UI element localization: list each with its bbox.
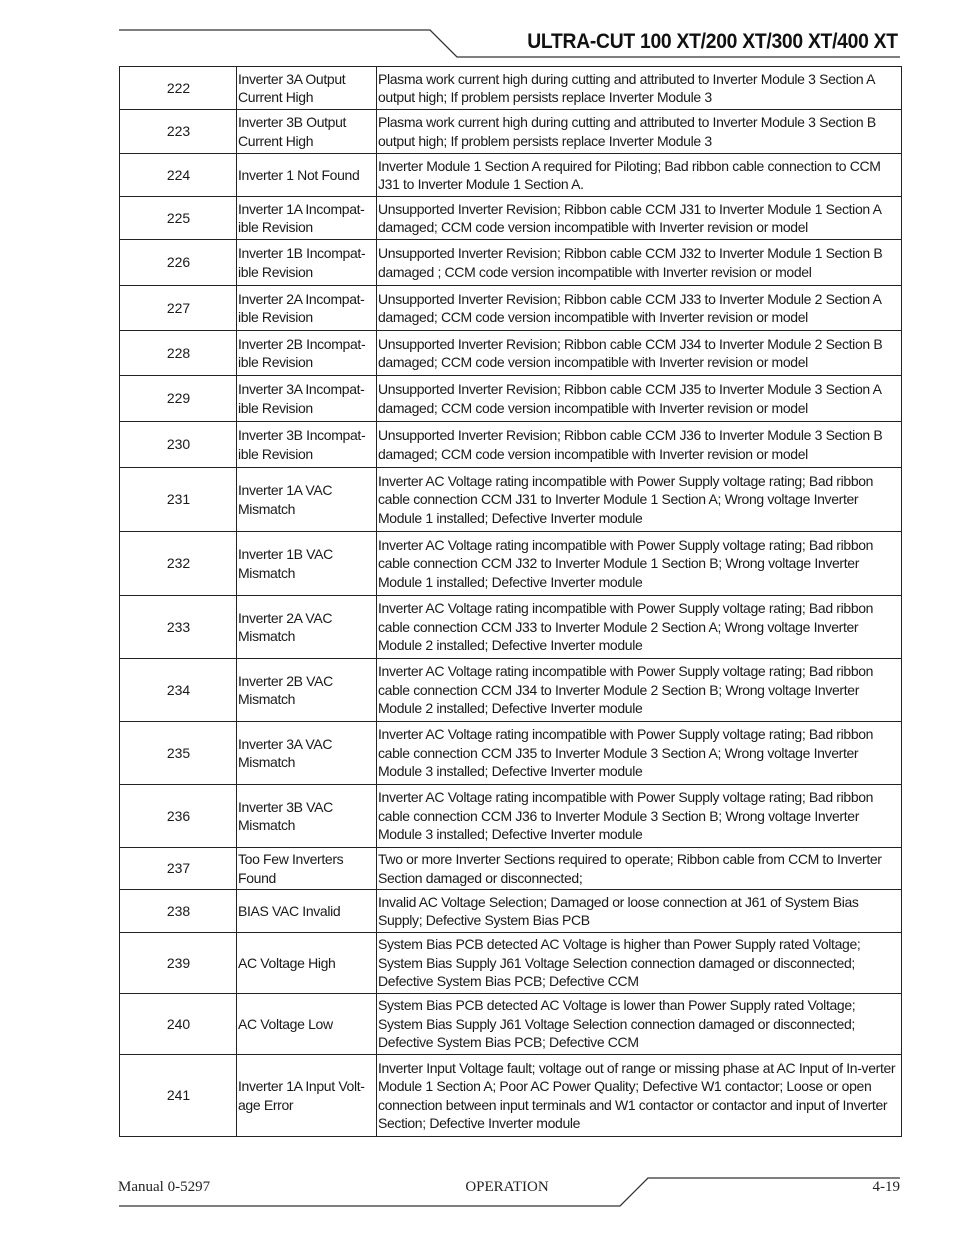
- error-code: 235: [120, 722, 237, 785]
- table-row: [120, 994, 902, 1055]
- error-description: Inverter AC Voltage rating incompatible with Power Supply voltage rating; Bad ribbon cable connection CCM J36 to Inverter Module 3 Section B; Wrong voltage Inverter Module 3 installed; Defective Inverter module: [377, 785, 902, 848]
- error-name: AC Voltage High: [237, 933, 377, 994]
- error-name: Inverter 1A VAC Mismatch: [237, 468, 377, 532]
- table-row: [120, 532, 902, 596]
- error-name: Inverter 1B VAC Mismatch: [237, 532, 377, 596]
- table-row: [120, 422, 902, 468]
- manual-number: Manual 0-5297: [118, 1179, 211, 1195]
- table-row: [120, 890, 902, 933]
- table-row: [120, 933, 902, 994]
- document-title: ULTRA-CUT 100 XT/200 XT/300 XT/400 XT: [527, 30, 898, 53]
- error-code: 238: [120, 890, 237, 933]
- error-code: 222: [120, 67, 237, 110]
- error-code: 241: [120, 1055, 237, 1137]
- error-name: Inverter 3A Incompat-ible Revision: [237, 376, 377, 422]
- table-row: [120, 110, 902, 154]
- table-row: [120, 848, 902, 890]
- error-description: Plasma work current high during cutting and attributed to Inverter Module 3 Section B output high; If problem persists replace Inverter Module 3: [377, 110, 902, 154]
- error-description: Inverter AC Voltage rating incompatible with Power Supply voltage rating; Bad ribbon cable connection CCM J34 to Inverter Module 2 Section B; Wrong voltage Inverter Module 2 installed; Defective Inverter module: [377, 659, 902, 722]
- error-name: Inverter 1A Incompat-ible Revision: [237, 197, 377, 240]
- error-name: Inverter 3B VAC Mismatch: [237, 785, 377, 848]
- error-name: Inverter 3B Incompat-ible Revision: [237, 422, 377, 468]
- table-row: [120, 240, 902, 286]
- table-row: [120, 376, 902, 422]
- error-description: Plasma work current high during cutting and attributed to Inverter Module 3 Section A output high; If problem persists replace Inverter Module 3: [377, 67, 902, 110]
- table-row: [120, 197, 902, 240]
- error-name: BIAS VAC Invalid: [237, 890, 377, 933]
- error-description: System Bias PCB detected AC Voltage is lower than Power Supply rated Voltage; System Bias Supply J61 Voltage Selection connection damaged or disconnected; Defective System Bias PCB; Defective CCM: [377, 994, 902, 1055]
- page-number: 4-19: [872, 1179, 900, 1195]
- error-description: Unsupported Inverter Revision; Ribbon cable CCM J34 to Inverter Module 2 Section B damaged; CCM code version incompatible with Inverter revision or model: [377, 331, 902, 376]
- error-description: Unsupported Inverter Revision; Ribbon cable CCM J31 to Inverter Module 1 Section A damaged; CCM code version incompatible with Inverter revision or model: [377, 197, 902, 240]
- error-code: 240: [120, 994, 237, 1055]
- error-code: 228: [120, 331, 237, 376]
- error-name: Inverter 1 Not Found: [237, 154, 377, 197]
- table-row: [120, 785, 902, 848]
- error-code: 231: [120, 468, 237, 532]
- error-code: 236: [120, 785, 237, 848]
- error-name: Inverter 1A Input Volt-age Error: [237, 1055, 377, 1137]
- error-code: 230: [120, 422, 237, 468]
- table-row: [120, 596, 902, 659]
- table-row: [120, 468, 902, 532]
- error-name: AC Voltage Low: [237, 994, 377, 1055]
- error-description: Unsupported Inverter Revision; Ribbon cable CCM J36 to Inverter Module 3 Section B damaged; CCM code version incompatible with Inverter revision or model: [377, 422, 902, 468]
- table-row: [120, 67, 902, 110]
- error-code: 237: [120, 848, 237, 890]
- error-name: Inverter 1B Incompat-ible Revision: [237, 240, 377, 286]
- error-name: Inverter 2B Incompat-ible Revision: [237, 331, 377, 376]
- error-code: 223: [120, 110, 237, 154]
- error-code: 227: [120, 286, 237, 331]
- error-code: 232: [120, 532, 237, 596]
- section-name: OPERATION: [465, 1179, 549, 1195]
- error-code: 229: [120, 376, 237, 422]
- error-description: Inverter AC Voltage rating incompatible with Power Supply voltage rating; Bad ribbon cable connection CCM J35 to Inverter Module 3 Section A; Wrong voltage Inverter Module 3 installed; Defective Inverter module: [377, 722, 902, 785]
- error-code: 233: [120, 596, 237, 659]
- error-description: System Bias PCB detected AC Voltage is higher than Power Supply rated Voltage; System Bias Supply J61 Voltage Selection connection damaged or disconnected; Defective System Bias PCB; Defective CCM: [377, 933, 902, 994]
- error-name: Inverter 3B Output Current High: [237, 110, 377, 154]
- error-description: Unsupported Inverter Revision; Ribbon cable CCM J32 to Inverter Module 1 Section B damaged ; CCM code version incompatible with Inverter revision or model: [377, 240, 902, 286]
- error-description: Inverter Module 1 Section A required for Piloting; Bad ribbon cable connection to CCM J31 to Inverter Module 1 Section A.: [377, 154, 902, 197]
- error-name: Inverter 3A VAC Mismatch: [237, 722, 377, 785]
- error-name: Inverter 2A Incompat-ible Revision: [237, 286, 377, 331]
- error-code: 225: [120, 197, 237, 240]
- error-description: Inverter AC Voltage rating incompatible with Power Supply voltage rating; Bad ribbon cable connection CCM J33 to Inverter Module 2 Section A; Wrong voltage Inverter Module 2 installed; Defective Inverter module: [377, 596, 902, 659]
- error-code: 239: [120, 933, 237, 994]
- error-description: Inverter AC Voltage rating incompatible with Power Supply voltage rating; Bad ribbon cable connection CCM J31 to Inverter Module 1 Section A; Wrong voltage Inverter Module 1 installed; Defective Inverter module: [377, 468, 902, 532]
- error-description: Two or more Inverter Sections required to operate; Ribbon cable from CCM to Inverter Section damaged or disconnected;: [377, 848, 902, 890]
- error-code: 226: [120, 240, 237, 286]
- error-name: Inverter 2A VAC Mismatch: [237, 596, 377, 659]
- error-description: Inverter Input Voltage fault; voltage out of range or missing phase at AC Input of In-verter Module 1 Section A; Poor AC Power Quality; Defective W1 contactor; Loose or open connection between input terminals and W1 contactor or contactor and input of Inverter Section; Defective Inverter module: [377, 1055, 902, 1137]
- error-description: Unsupported Inverter Revision; Ribbon cable CCM J35 to Inverter Module 3 Section A damaged; CCM code version incompatible with Inverter revision or model: [377, 376, 902, 422]
- error-code: 234: [120, 659, 237, 722]
- table-row: [120, 154, 902, 197]
- table-row: [120, 331, 902, 376]
- error-description: Inverter AC Voltage rating incompatible with Power Supply voltage rating; Bad ribbon cable connection CCM J32 to Inverter Module 1 Section B; Wrong voltage Inverter Module 1 installed; Defective Inverter module: [377, 532, 902, 596]
- table-row: [120, 659, 902, 722]
- error-name: Inverter 2B VAC Mismatch: [237, 659, 377, 722]
- table-row: [120, 722, 902, 785]
- table-row: [120, 1055, 902, 1137]
- error-description: Invalid AC Voltage Selection; Damaged or loose connection at J61 of System Bias Supply; Defective System Bias PCB: [377, 890, 902, 933]
- error-name: Inverter 3A Output Current High: [237, 67, 377, 110]
- error-name: Too Few Inverters Found: [237, 848, 377, 890]
- error-code-table: [119, 66, 902, 1137]
- error-code: 224: [120, 154, 237, 197]
- error-description: Unsupported Inverter Revision; Ribbon cable CCM J33 to Inverter Module 2 Section A damaged; CCM code version incompatible with Inverter revision or model: [377, 286, 902, 331]
- table-row: [120, 286, 902, 331]
